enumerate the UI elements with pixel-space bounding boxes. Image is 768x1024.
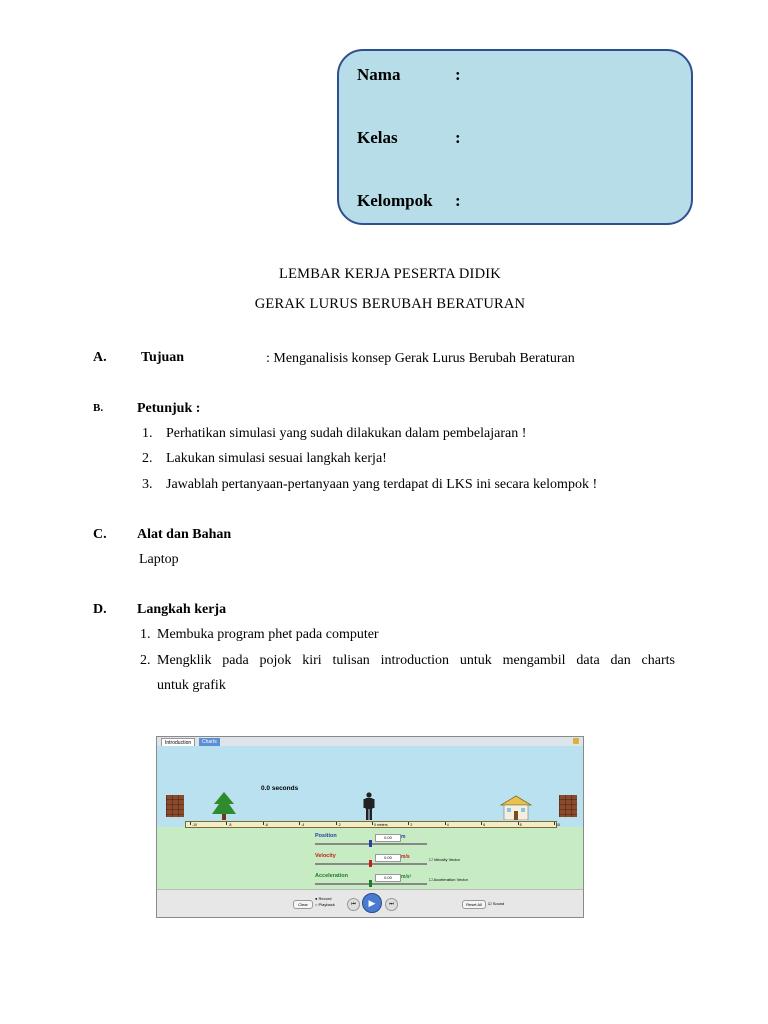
unit-label-acceleration: m/s²: [401, 874, 412, 880]
meter-ruler: [185, 821, 560, 828]
record-playback-radios: [315, 896, 335, 908]
ruler-tick-label: -6: [264, 823, 268, 827]
right-wall-icon: [559, 795, 577, 817]
record-label: Record: [318, 896, 332, 901]
ruler-tick: [518, 822, 519, 825]
section-b-item-1-num: 1.: [142, 426, 153, 441]
ruler-tick: [481, 822, 482, 825]
value-field-velocity[interactable]: 0.00: [375, 854, 401, 862]
ruler-tick-label: -10: [192, 823, 198, 827]
ruler-tick-label: 2: [410, 823, 413, 827]
class-row: [357, 128, 461, 148]
ruler-tick-label: -2: [337, 823, 341, 827]
class-label: Kelas: [357, 128, 398, 147]
record-radio[interactable]: ● Record: [315, 896, 332, 901]
phet-logo-icon: [573, 738, 579, 744]
ruler-tick: [299, 822, 300, 825]
tree-icon: [211, 792, 237, 820]
slider-knob[interactable]: [369, 880, 372, 887]
ruler-tick-label: 8: [519, 823, 522, 827]
control-label-acceleration: Acceleration: [315, 873, 349, 879]
slider-knob[interactable]: [369, 840, 372, 847]
checkbox-velocity-vector[interactable]: ☐ Velocity Vector: [429, 857, 460, 862]
unit-label-position: m: [401, 834, 406, 840]
name-label: Nama: [357, 65, 401, 84]
section-a-title: Tujuan: [141, 350, 185, 365]
section-d-letter: D.: [93, 602, 107, 617]
doc-title: LEMBAR KERJA PESERTA DIDIK: [279, 266, 501, 282]
sim-tab-bar: [157, 737, 583, 746]
value-field-acceleration[interactable]: 0.00: [375, 874, 401, 882]
tab-charts[interactable]: Charts: [199, 738, 220, 746]
step-button[interactable]: ⏭: [385, 898, 398, 911]
ruler-tick: [408, 822, 409, 825]
ruler-tick: [336, 822, 337, 825]
section-d-item-1: Membuka program phet pada computer: [157, 627, 379, 642]
playback-label: Playback: [318, 902, 335, 907]
slider-knob[interactable]: [369, 860, 372, 867]
group-label: Kelompok: [357, 191, 433, 210]
ruler-tick: [263, 822, 264, 825]
group-colon: :: [455, 191, 461, 210]
section-c-text: Laptop: [139, 552, 179, 567]
section-d-item-2-num: 2.: [140, 653, 151, 668]
section-c-title: Alat dan Bahan: [137, 527, 232, 542]
sim-time-readout: 0.0 seconds: [261, 785, 299, 792]
section-b-item-3: Jawablah pertanyaan-pertanyaan yang terdapat di LKS ini secara kelompok !: [166, 477, 598, 492]
name-row: [357, 65, 461, 85]
ruler-tick: [372, 822, 373, 825]
unit-label-velocity: m/s: [401, 854, 410, 860]
section-d-item-2-cont: untuk grafik: [157, 678, 226, 693]
control-label-velocity: Velocity: [315, 853, 336, 859]
section-b-item-1: Perhatikan simulasi yang sudah dilakukan dalam pembelajaran !: [166, 426, 527, 441]
section-a-text: : Menganalisis konsep Gerak Lurus Berubah Beraturan: [266, 351, 575, 366]
section-b-letter: B.: [93, 402, 104, 414]
section-d-item-1-num: 1.: [140, 627, 151, 642]
section-c-letter: C.: [93, 527, 107, 542]
left-wall-icon: [166, 795, 184, 817]
section-b-item-3-num: 3.: [142, 477, 153, 492]
house-icon: [499, 794, 533, 820]
name-colon: :: [455, 65, 461, 84]
section-d-item-2: Mengklik pada pojok kiri tulisan introduction untuk mengambil data dan charts: [157, 653, 675, 668]
ruler-tick: [554, 822, 555, 825]
group-row: [357, 191, 461, 211]
ruler-tick-label: -8: [228, 823, 232, 827]
play-button[interactable]: ▶: [362, 893, 382, 913]
playback-radio[interactable]: ○ Playback: [315, 902, 335, 907]
sound-checkbox[interactable]: ☑ Sound: [488, 901, 505, 906]
ruler-tick-label: 10: [556, 823, 560, 827]
phet-simulation-screenshot: [156, 736, 584, 918]
rewind-button[interactable]: ⏮: [347, 898, 360, 911]
clear-button[interactable]: Clear: [293, 900, 313, 909]
slider-acceleration[interactable]: [315, 883, 427, 885]
slider-velocity[interactable]: [315, 863, 427, 865]
ruler-tick-label: -4: [301, 823, 305, 827]
ruler-tick-label: 6: [483, 823, 486, 827]
value-field-position[interactable]: 0.00: [375, 834, 401, 842]
tab-introduction[interactable]: Introduction: [161, 738, 195, 747]
ruler-tick-label: 0 meters: [374, 823, 388, 827]
doc-subtitle: GERAK LURUS BERUBAH BERATURAN: [254, 296, 526, 312]
section-b-title: Petunjuk :: [137, 401, 201, 416]
checkbox-acceleration-vector[interactable]: ☐ Acceleration Vector: [429, 877, 468, 882]
ruler-tick-label: 4: [446, 823, 449, 827]
class-colon: :: [455, 128, 461, 147]
section-b-item-2-num: 2.: [142, 451, 153, 466]
ruler-tick: [445, 822, 446, 825]
reset-all-button[interactable]: Reset All: [462, 900, 486, 909]
ruler-tick: [190, 822, 191, 825]
control-label-position: Position: [315, 833, 337, 839]
section-d-title: Langkah kerja: [137, 602, 227, 617]
identity-box: [337, 49, 693, 225]
sound-label: Sound: [492, 901, 505, 906]
playback-bar: [157, 889, 583, 918]
section-a-letter: A.: [93, 350, 107, 365]
section-b-item-2: Lakukan simulasi sesuai langkah kerja!: [166, 451, 387, 466]
ruler-tick: [226, 822, 227, 825]
man-icon[interactable]: [363, 792, 375, 820]
slider-position[interactable]: [315, 843, 427, 845]
